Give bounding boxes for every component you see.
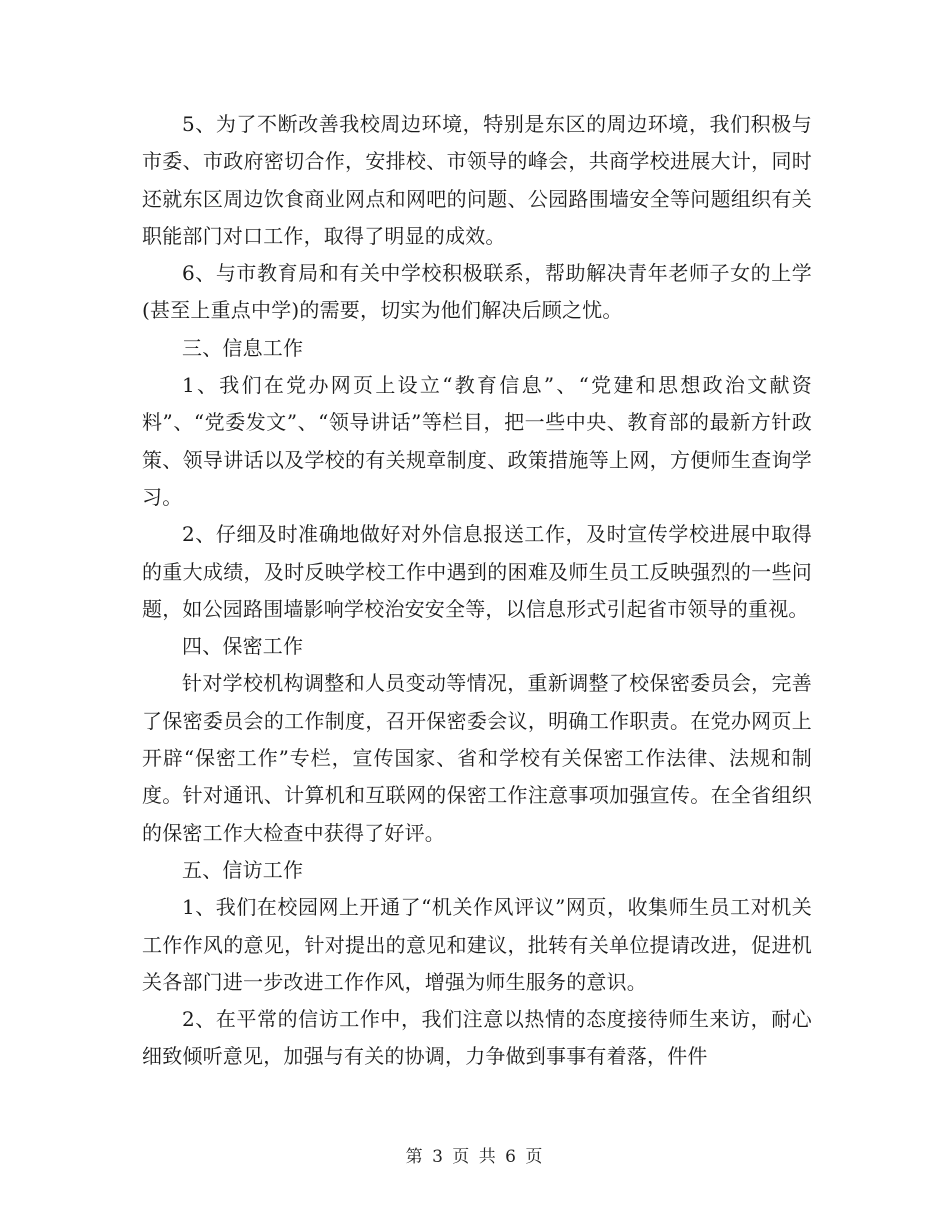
page-number-footer: 第 3 页 共 6 页: [405, 1147, 545, 1167]
paragraph-petitions-2: 2、在平常的信访工作中，我们注意以热情的态度接待师生来访，耐心细致倾听意见，加强与有关的协调，力争做到事事有着落，件件: [142, 1007, 812, 1069]
paragraph-information-1: 1、我们在党办网页上设立“教育信息”、“党建和思想政治文献资料”、“党委发文”、“领导讲话”等栏目，把一些中央、教育部的最新方针政策、领导讲话以及学校的有关规章制度、政策措施等上网，方便师生查询学习。: [142, 373, 812, 509]
document-body: [142, 106, 812, 1076]
paragraph-item-6: 6、与市教育局和有关中学校积极联系，帮助解决青年老师子女的上学(甚至上重点中学)的需要，切实为他们解决后顾之忧。: [142, 261, 812, 323]
section-heading-confidentiality: 四、保密工作: [182, 634, 304, 659]
paragraph-information-2: 2、仔细及时准确地做好对外信息报送工作，及时宣传学校进展中取得的重大成绩，及时反映学校工作中遇到的困难及师生员工反映强烈的一些问题，如公园路围墙影响学校治安安全等，以信息形式引起省市领导的重视。: [142, 522, 812, 621]
paragraph-item-5: 5、为了不断改善我校周边环境，特别是东区的周边环境，我们积极与市委、市政府密切合作，安排校、市领导的峰会，共商学校进展大计，同时还就东区周边饮食商业网点和网吧的问题、公园路围墙安全等问题组织有关职能部门对口工作，取得了明显的成效。: [142, 112, 812, 248]
paragraph-petitions-1: 1、我们在校园网上开通了“机关作风评议”网页，收集师生员工对机关工作作风的意见，针对提出的意见和建议，批转有关单位提请改进，促进机关各部门进一步改进工作作风，增强为师生服务的意识。: [142, 895, 812, 994]
section-heading-information: 三、信息工作: [182, 335, 304, 360]
paragraph-confidentiality: 针对学校机构调整和人员变动等情况，重新调整了校保密委员会，完善了保密委员会的工作制度，召开保密委会议，明确工作职责。在党办网页上开辟“保密工作”专栏，宣传国家、省和学校有关保密工作法律、法规和制度。针对通讯、计算机和互联网的保密工作注意事项加强宣传。在全省组织的保密工作大检查中获得了好评。: [142, 671, 812, 845]
section-heading-petitions: 五、信访工作: [182, 857, 304, 882]
